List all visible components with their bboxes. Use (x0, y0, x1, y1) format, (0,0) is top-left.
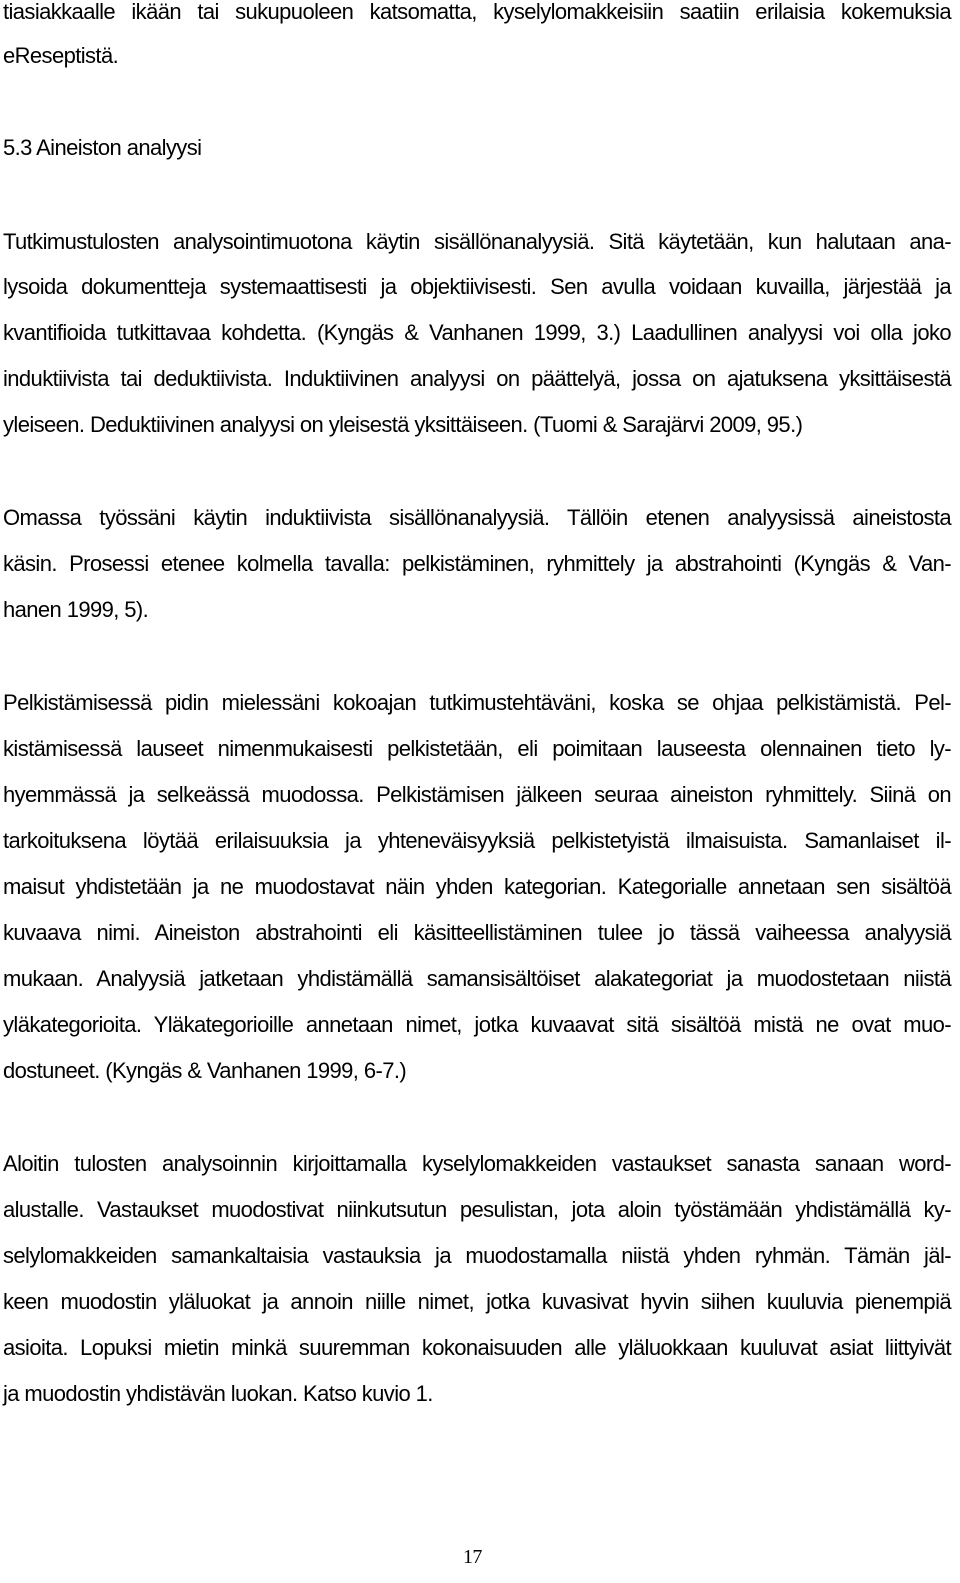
text-line: Omassa työssäni käytin induktiivista sisällönanalyysiä. Tällöin etenen analyysissä aineistosta (3, 505, 951, 530)
text-line: hanen 1999, 5). (3, 597, 149, 622)
text-line: alustalle. Vastaukset muodostivat niinkutsutun pesulistan, jota aloin työstämään yhdistämällä ky- (3, 1197, 951, 1222)
text-line: yleiseen. Deduktiivinen analyysi on yleisestä yksittäiseen. (Tuomi & Sarajärvi 2009, 95.) (3, 412, 803, 437)
text-line: selylomakkeiden samankaltaisia vastauksia ja muodostamalla niistä yhden ryhmän. Tämän jäl- (3, 1243, 951, 1268)
text-line: tarkoituksena löytää erilaisuuksia ja yhteneväisyyksiä pelkistetyistä ilmaisuista. Samanlaiset il- (3, 828, 951, 853)
section-heading: 5.3 Aineiston analyysi (3, 135, 202, 160)
text-line: hyemmässä ja selkeässä muodossa. Pelkistämisen jälkeen seuraa aineiston ryhmittely. Siinä on (3, 782, 951, 807)
text-line: asioita. Lopuksi mietin minkä suuremman kokonaisuuden alle yläluokkaan kuuluvat asiat liittyivät (3, 1335, 951, 1360)
text-line: Tutkimustulosten analysointimuotona käytin sisällönanalyysiä. Sitä käytetään, kun halutaan ana- (3, 229, 951, 254)
text-line: käsin. Prosessi etenee kolmella tavalla: pelkistäminen, ryhmittely ja abstrahointi (Kyngäs & Van- (3, 551, 951, 576)
text-line: tiasiakkaalle ikään tai sukupuoleen katsomatta, kyselylomakkeisiin saatiin erilaisia kokemuksia (3, 0, 951, 24)
text-line: kistämisessä lauseet nimenmukaisesti pelkistetään, eli poimitaan lauseesta olennainen tieto ly- (3, 736, 951, 761)
page-number: 17 (463, 1546, 482, 1568)
text-line: maisut yhdistetään ja ne muodostavat näin yhden kategorian. Kategorialle annetaan sen sisältöä (3, 874, 951, 899)
text-line: mukaan. Analyysiä jatketaan yhdistämällä samansisältöiset alakategoriat ja muodostetaan niistä (3, 966, 951, 991)
text-line: Aloitin tulosten analysoinnin kirjoittamalla kyselylomakkeiden vastaukset sanasta sanaan word- (3, 1151, 951, 1176)
text-line: induktiivista tai deduktiivista. Induktiivinen analyysi on päättelyä, jossa on ajatuksena yksittäisestä (3, 366, 951, 391)
text-line: eReseptistä. (3, 43, 119, 68)
text-line: kuvaava nimi. Aineiston abstrahointi eli käsitteellistäminen tulee jo tässä vaiheessa analyysiä (3, 920, 951, 945)
text-line: ja muodostin yhdistävän luokan. Katso kuvio 1. (3, 1381, 433, 1406)
text-line: dostuneet. (Kyngäs & Vanhanen 1999, 6-7.) (3, 1058, 407, 1083)
text-line: yläkategorioita. Yläkategorioille annetaan nimet, jotka kuvaavat sitä sisältöä mistä ne ovat muo- (3, 1012, 951, 1037)
text-line: keen muodostin yläluokat ja annoin niille nimet, jotka kuvasivat hyvin siihen kuuluvia pienempiä (3, 1289, 951, 1314)
text-line: lysoida dokumentteja systemaattisesti ja objektiivisesti. Sen avulla voidaan kuvailla, järjestää ja (3, 274, 951, 299)
text-line: Pelkistämisessä pidin mielessäni kokoajan tutkimustehtäväni, koska se ohjaa pelkistämistä. Pel- (3, 690, 951, 715)
text-line: kvantifioida tutkittavaa kohdetta. (Kyngäs & Vanhanen 1999, 3.) Laadullinen analyysi voi olla joko (3, 320, 951, 345)
